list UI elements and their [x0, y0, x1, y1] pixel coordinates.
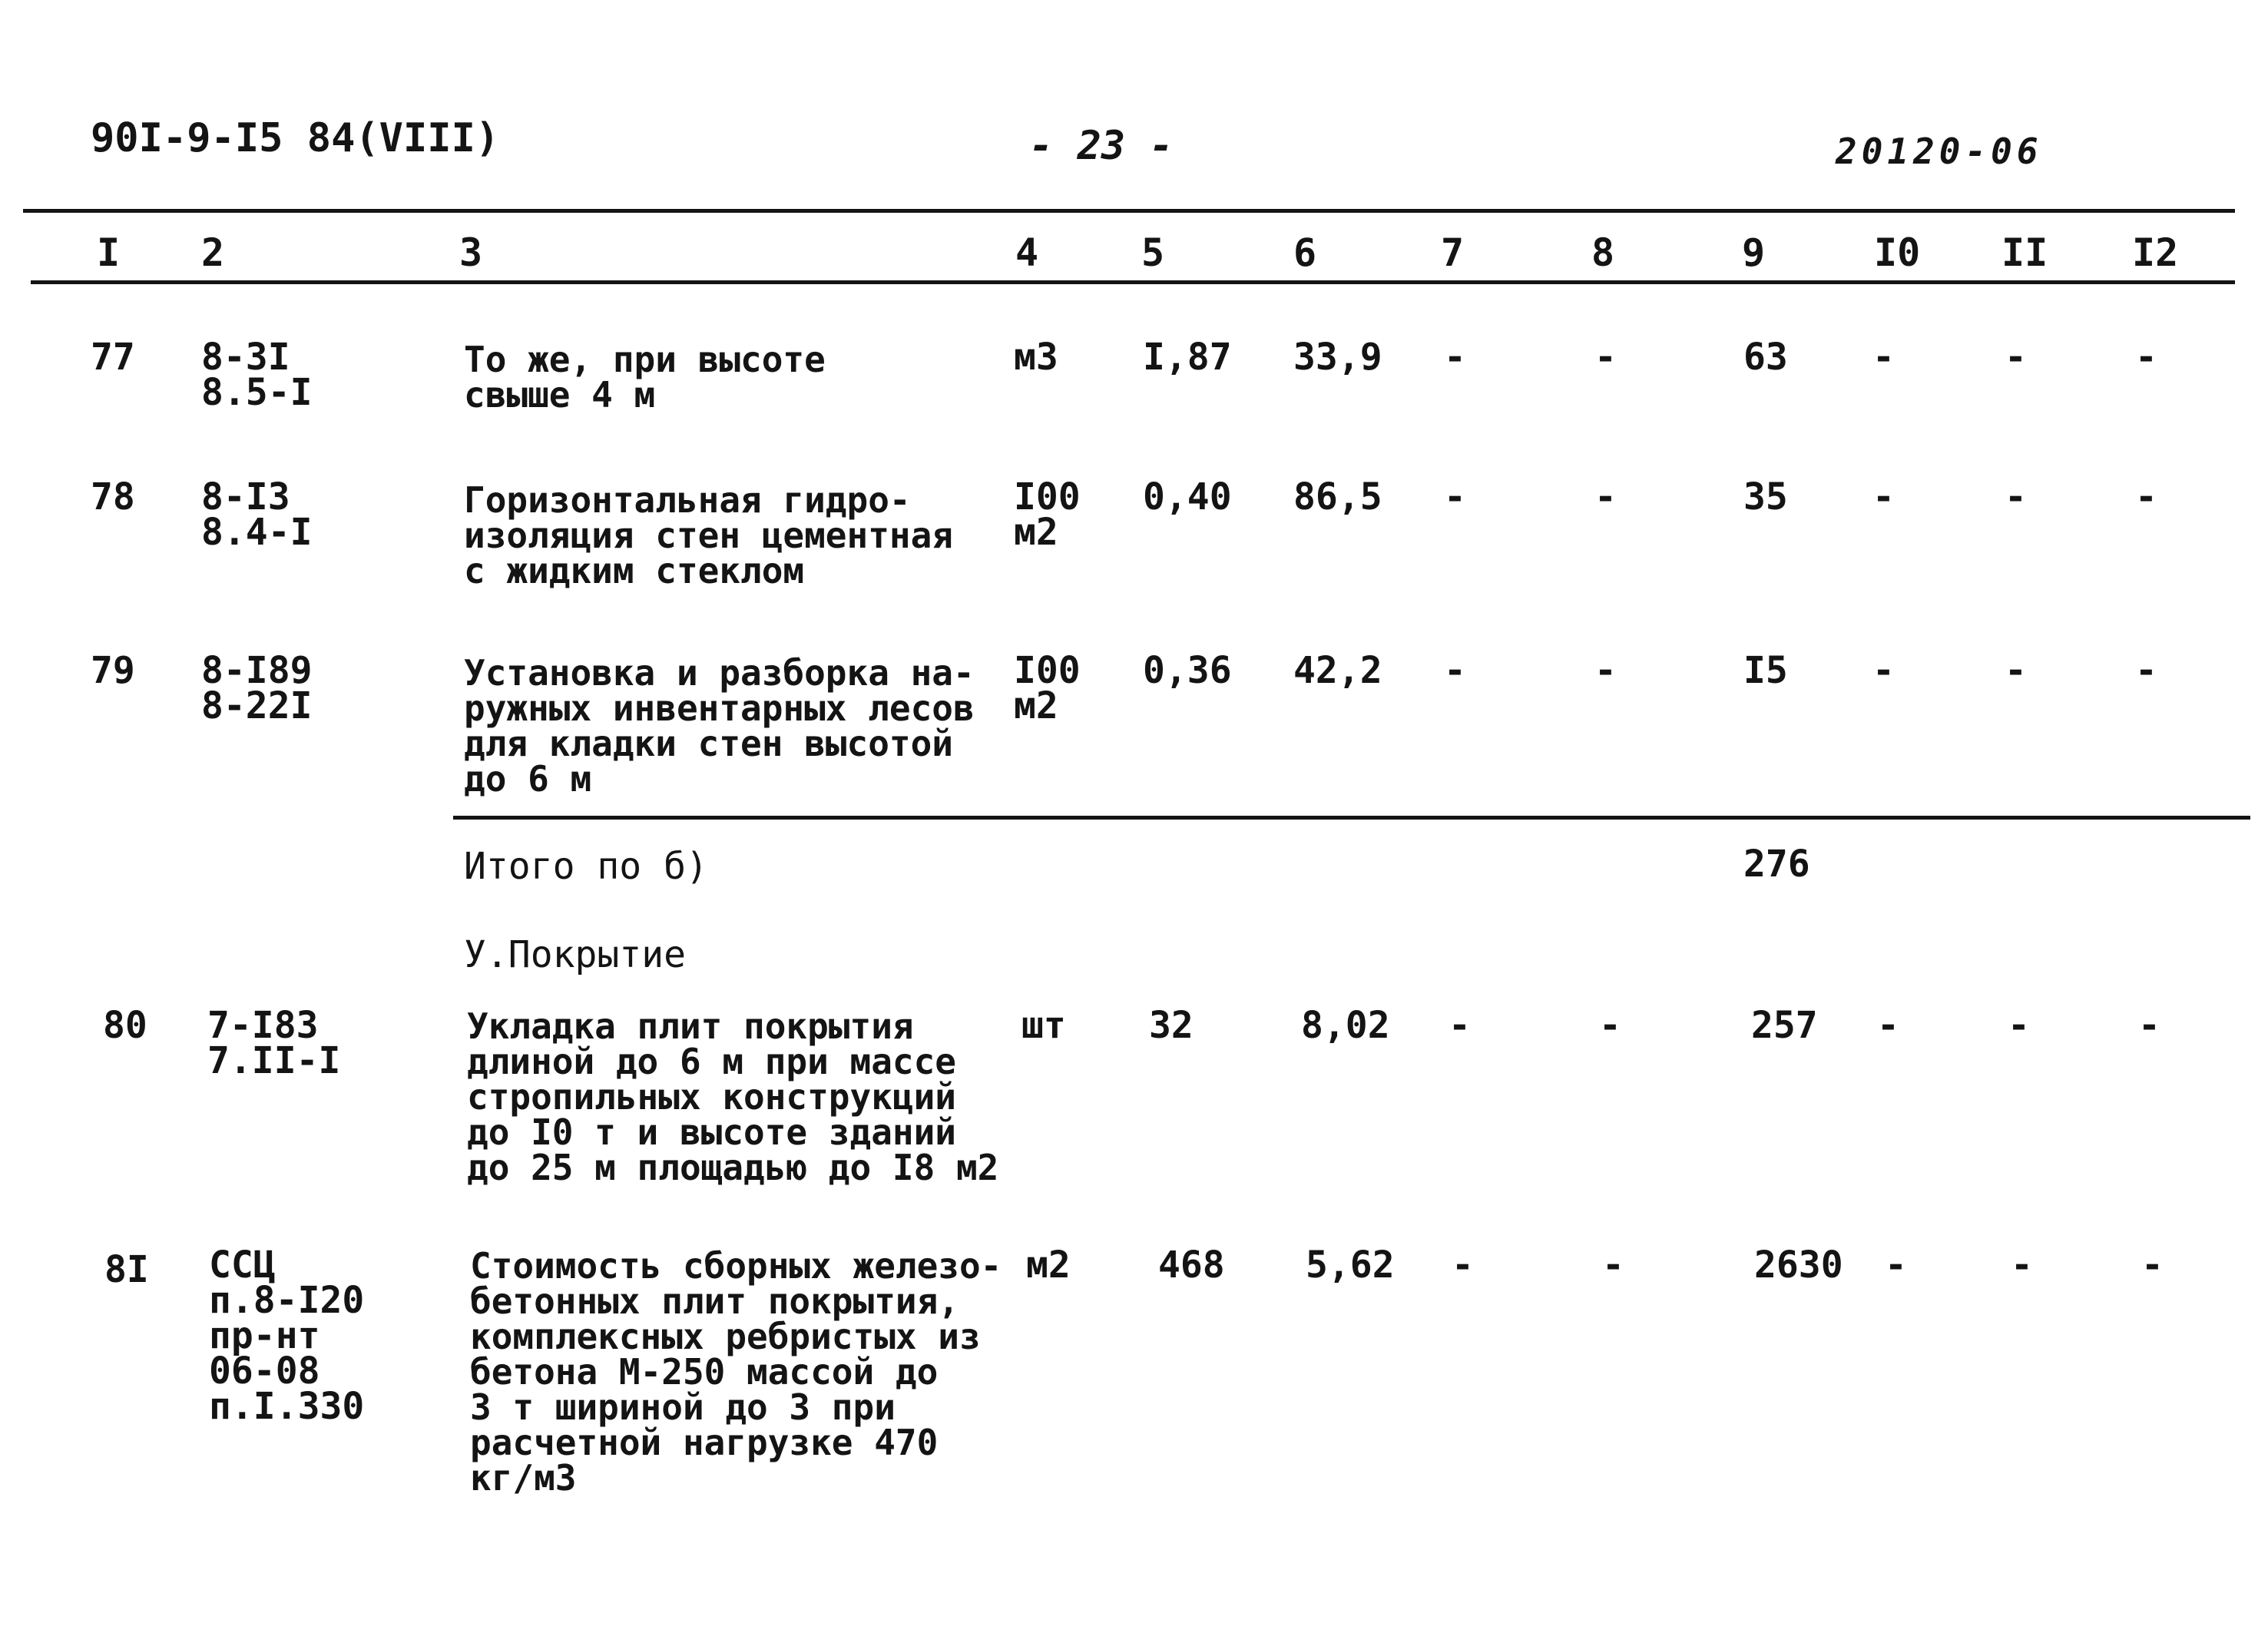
- subtotal-value: 276: [1743, 843, 1810, 886]
- col8-value: -: [1594, 649, 1617, 692]
- row-number: 77: [91, 336, 135, 379]
- work-description: То же, при высоте свыше 4 м: [464, 339, 826, 416]
- table-top-rule: [23, 209, 2235, 213]
- column-header: 4: [1015, 230, 1039, 275]
- total-cost: 2630: [1754, 1244, 1843, 1287]
- column-header: 8: [1591, 230, 1615, 275]
- work-description: Установка и разборка на- ружных инвентарных лесов для кладки стен высотой до 6 м: [464, 652, 975, 800]
- row-number: 80: [103, 1004, 147, 1047]
- subtotal-label: Итого по б): [464, 845, 708, 888]
- column-header: 9: [1742, 230, 1766, 275]
- unit-price: 86,5: [1293, 475, 1382, 518]
- col12-value: -: [2141, 1244, 2164, 1287]
- norm-code: 7-I83 7.II-I: [207, 1004, 341, 1082]
- unit-price: 42,2: [1293, 649, 1382, 692]
- col8-value: -: [1602, 1244, 1624, 1287]
- col11-value: -: [2011, 1244, 2033, 1287]
- col12-value: -: [2138, 1004, 2160, 1047]
- quantity: 468: [1158, 1244, 1225, 1287]
- norm-code: ССЦ п.8-I20 пр-нт 06-08 п.I.330: [209, 1244, 365, 1428]
- column-header: I: [97, 230, 121, 275]
- unit: I00 м2: [1014, 475, 1081, 554]
- quantity: I,87: [1143, 336, 1232, 379]
- column-header: I0: [1874, 230, 1921, 275]
- page-number: - 23 -: [1029, 123, 1174, 169]
- unit-price: 5,62: [1306, 1244, 1395, 1287]
- col10-value: -: [1872, 649, 1895, 692]
- row-number: 78: [91, 475, 135, 518]
- unit: I00 м2: [1014, 649, 1081, 727]
- quantity: 32: [1149, 1004, 1194, 1047]
- document-code: 90I-9-I5 84(VIII): [91, 115, 500, 161]
- total-cost: 63: [1743, 336, 1788, 379]
- column-header: II: [2001, 230, 2048, 275]
- unit: м2: [1026, 1244, 1071, 1287]
- row-number: 8I: [104, 1248, 149, 1291]
- col7-value: -: [1449, 1004, 1471, 1047]
- col10-value: -: [1872, 475, 1895, 518]
- column-header: 7: [1441, 230, 1465, 275]
- subtotal-rule: [453, 816, 2250, 820]
- sheet-number: 20120-06: [1836, 131, 2043, 172]
- norm-code: 8-3I 8.5-I: [201, 336, 313, 414]
- unit: шт: [1021, 1004, 1066, 1047]
- total-cost: 257: [1751, 1004, 1818, 1047]
- col11-value: -: [2005, 336, 2027, 379]
- unit-price: 8,02: [1301, 1004, 1390, 1047]
- table-header-rule: [31, 280, 2235, 284]
- work-description: Стоимость сборных железо- бетонных плит покрытия, комплексных ребристых из бетона М-250 массой до 3 т шириной до 3 при расчетной нагрузке 470 кг/м3: [470, 1245, 1002, 1499]
- col10-value: -: [1877, 1004, 1899, 1047]
- work-description: Укладка плит покрытия длиной до 6 м при массе стропильных конструкций до I0 т и высоте зданий до 25 м площадью до I8 м2: [467, 1005, 999, 1188]
- col8-value: -: [1594, 475, 1617, 518]
- column-header: 5: [1141, 230, 1165, 275]
- col11-value: -: [2008, 1004, 2030, 1047]
- col7-value: -: [1444, 336, 1466, 379]
- unit-price: 33,9: [1293, 336, 1382, 379]
- col8-value: -: [1599, 1004, 1621, 1047]
- column-header: I2: [2132, 230, 2179, 275]
- column-header: 6: [1293, 230, 1317, 275]
- col10-value: -: [1885, 1244, 1907, 1287]
- total-cost: I5: [1743, 649, 1788, 692]
- quantity: 0,36: [1143, 649, 1232, 692]
- total-cost: 35: [1743, 475, 1788, 518]
- col7-value: -: [1452, 1244, 1474, 1287]
- col11-value: -: [2005, 475, 2027, 518]
- column-header: 3: [459, 230, 483, 275]
- work-description: Горизонтальная гидро- изоляция стен цементная с жидким стеклом: [464, 479, 953, 591]
- norm-code: 8-I3 8.4-I: [201, 475, 313, 554]
- column-header: 2: [201, 230, 225, 275]
- norm-code: 8-I89 8-22I: [201, 649, 313, 727]
- col12-value: -: [2135, 475, 2157, 518]
- quantity: 0,40: [1143, 475, 1232, 518]
- col10-value: -: [1872, 336, 1895, 379]
- col8-value: -: [1594, 336, 1617, 379]
- col11-value: -: [2005, 649, 2027, 692]
- unit: м3: [1014, 336, 1058, 379]
- col7-value: -: [1444, 649, 1466, 692]
- col7-value: -: [1444, 475, 1466, 518]
- col12-value: -: [2135, 336, 2157, 379]
- row-number: 79: [91, 649, 135, 692]
- col12-value: -: [2135, 649, 2157, 692]
- section-title: У.Покрытие: [464, 933, 686, 976]
